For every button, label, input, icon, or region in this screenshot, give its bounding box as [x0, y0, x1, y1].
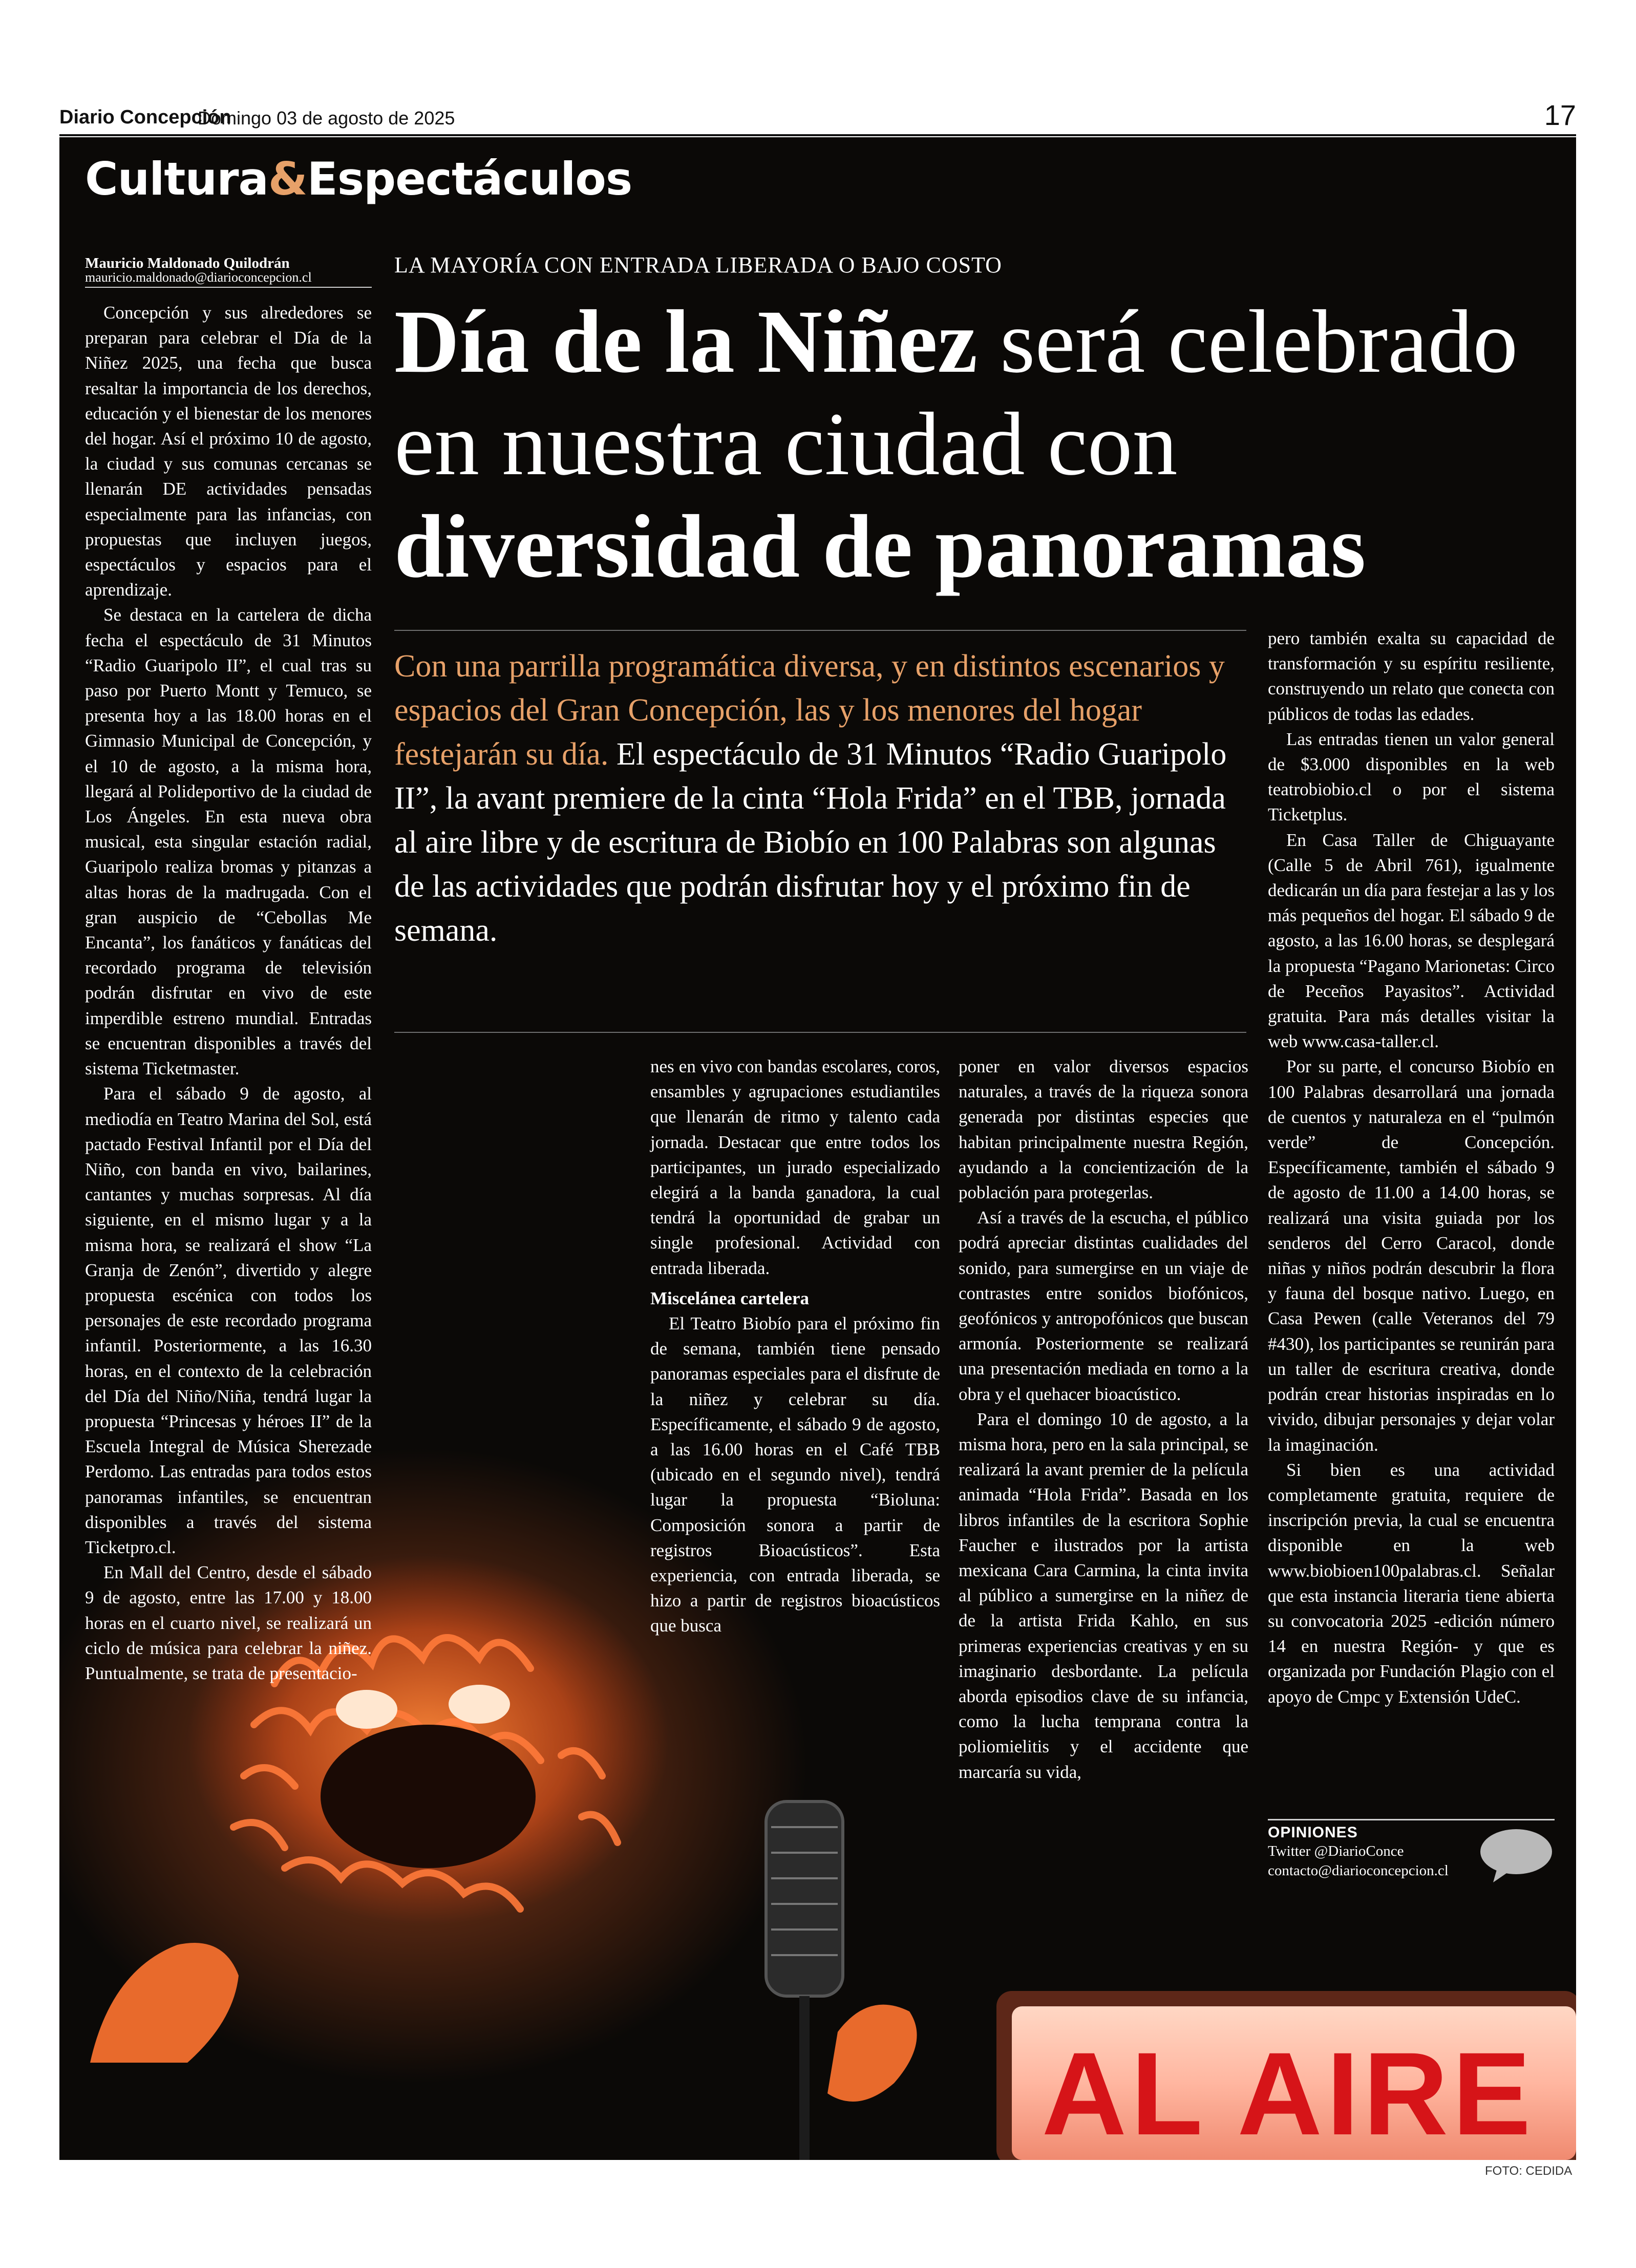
text-column-2	[650, 1054, 940, 1639]
paragraph: Así a través de la escucha, el público podrá apreciar distintas cualidades del sonido, para sumergirse en un viaje de contrastes entre sonidos biofónicos, geofónicos y antropofónicos que buscan armonía. Posteriormente se realizará una presentación mediada en torno a la obra y el quehacer bioacústico.	[959, 1207, 1248, 1404]
headline-line-2: en nuestra ciudad con	[394, 394, 1178, 494]
paragraph: Para el domingo 10 de agosto, a la misma hora, pero en la sala principal, se realizará la avant premier de la película animada “Hola Frida”. Basada en los libros infantiles de la escritora Sophie Faucher e ilustrados por la artista mexicana Cara Carmina, la cinta invita al público a sumergirse en la niñez de de la artista Frida Kahlo, en sus primeras experiencias creativas y en su imaginario desbordante. La película aborda episodios clave de su infancia, como la lucha temprana contra la poliomielitis y el accidente que marcaría su vida,	[959, 1409, 1248, 1782]
paragraph: nes en vivo con bandas escolares, coros, ensambles y agrupaciones estudiantiles que llenarán de ritmo y talento cada jornada. Destacar que entre todos los participantes, un jurado especializado elegirá a la banda ganadora, la cual tendrá la oportunidad de grabar un single profesional. Actividad con entrada liberada.	[650, 1056, 940, 1278]
lead-paragraph	[394, 644, 1246, 952]
section-title-part1: Cultura	[85, 153, 268, 205]
paragraph: Se destaca en la cartelera de dicha fecha el espectáculo de 31 Minutos “Radio Guaripolo II”, el cual tras su paso por Puerto Montt y Temuco, se presenta hoy a las 18.00 horas en el Gimnasio Municipal de Concepción, y el 10 de agosto, a la misma hora, llegará al Polideportivo de la ciudad de Los Ángeles. En esta nueva obra musical, esta singular estación radial, Guaripolo realiza bromas y pitanzas a altas horas de la madrugada. Con el gran auspicio de “Cebollas Me Encanta”, los fanáticos y fanáticas del recordado programa de televisión podrán disfrutar en vivo de este imperdible estreno mundial. Entradas se encuentran disponibles a través del sistema Ticketmaster.	[85, 605, 372, 1079]
text-column-4	[1268, 626, 1555, 1709]
paragraph: Concepción y sus alrededores se preparan para celebrar el Día de la Niñez 2025, una fecha que busca resaltar la importancia de los derechos, educación y el bienestar de los menores del hogar. Así el próximo 10 de agosto, la ciudad y sus comunas cercanas se llenarán DE actividades pensadas especialmente para las infancias, con propuestas que incluyen juegos, espectáculos y espacios para el aprendizaje.	[85, 303, 372, 600]
on-air-sign	[996, 1991, 1576, 2160]
byline-rule	[85, 287, 372, 288]
paragraph: En Casa Taller de Chiguayante (Calle 5 de Abril 761), igualmente dedicarán un día para festejar a las y los más pequeños del hogar. El sábado 9 de agosto, a las 16.00 horas, se desplegará la propuesta “Pagano Marionetas: Circo de Peceños Payasitos”. Actividad gratuita. Para más detalles visitar la web www.casa-taller.cl.	[1268, 830, 1555, 1052]
opiniones-twitter[interactable]: Twitter @DiarioConce	[1268, 1843, 1404, 1859]
puppet-mouth	[321, 1725, 536, 1868]
headline-bold-1: Día de la Niñez	[394, 292, 978, 392]
speech-bubble-icon	[1478, 1827, 1555, 1883]
issue-date: Domingo 03 de agosto de 2025	[198, 108, 455, 129]
opiniones-title: OPINIONES	[1268, 1824, 1358, 1841]
header-rule	[59, 134, 1576, 136]
paragraph: En Mall del Centro, desde el sábado 9 de agosto, entre las 17.00 y 18.00 horas en el cuarto nivel, se realizará un ciclo de música para celebrar la niñez. Puntualmente, se trata de presentacio-	[85, 1562, 372, 1683]
paragraph: Para el sábado 9 de agosto, al mediodía en Teatro Marina del Sol, está pactado Festival Infantil por el Día del Niño, con banda en vivo, bailarines, cantantes y muchas sorpresas. Al día siguiente, en el mismo lugar y a la misma hora, se realizará el show “La Granja de Zenón”, divertido y alegre propuesta escénica con todos los personajes de este recordado programa infantil. Posteriormente, a las 16.30 horas, en el contexto de la celebración del Día del Niño/Niña, tendrá lugar la propuesta “Princesas y héroes II” de la Escuela Integral de Música Sherezade Perdomo. Las entradas para todos estos panoramas infantiles, se encuentran disponibles a través del sistema Ticketpro.cl.	[85, 1084, 372, 1557]
opiniones-rule	[1268, 1819, 1555, 1820]
author-name: Mauricio Maldonado Quilodrán	[85, 255, 290, 271]
page-number: 17	[1544, 99, 1576, 131]
puppet-eye-right	[449, 1685, 510, 1724]
paragraph: pero también exalta su capacidad de transformación y su espíritu resiliente, construyendo un relato que conecta con públicos de todas las edades.	[1268, 628, 1555, 724]
headline-bold-3: diversidad de panoramas	[394, 497, 1366, 597]
paragraph: poner en valor diversos espacios naturales, a través de la riqueza sonora generada por distintas especies que habitan principalmente nuestra Región, ayudando a la concientización de la población para protegerlas.	[959, 1056, 1248, 1203]
section-title	[85, 153, 632, 205]
on-air-text: AL AIRE	[1042, 2028, 1535, 2159]
opiniones-email[interactable]: contacto@diarioconcepcion.cl	[1268, 1862, 1449, 1879]
paragraph: El Teatro Biobío para el próximo fin de semana, también tiene pensado panoramas especiales para el disfrute de la niñez y celebrar su día. Específicamente, el sábado 9 de agosto, a las 16.00 horas en el Café TBB (ubicado en el segundo nivel), tendrá lugar la propuesta “Bioluna: Composición sonora a partir de registros Bioacústicos”. Esta experiencia, con entrada liberada, se hizo a partir de registros bioacústicos que busca	[650, 1313, 940, 1636]
subhead: Miscelánea cartelera	[650, 1288, 809, 1308]
lead-highlight: Con una parrilla programática diversa, y en distintos escenarios y espacios del Gran Concepción, las y los menores del hogar festejarán su día.	[394, 649, 1225, 772]
article-panel	[59, 137, 1576, 2160]
puppet-hand-right	[827, 2005, 917, 2102]
byline	[85, 255, 372, 285]
author-email[interactable]: mauricio.maldonado@diarioconcepcion.cl	[85, 270, 312, 285]
photo-credit: FOTO: CEDIDA	[1485, 2164, 1573, 2178]
lead-rule-top	[394, 630, 1246, 631]
page-header	[59, 100, 1576, 137]
kicker: LA MAYORÍA CON ENTRADA LIBERADA O BAJO COSTO	[394, 252, 1002, 278]
text-column-3	[959, 1054, 1248, 1785]
paragraph: Si bien es una actividad completamente gratuita, requiere de inscripción previa, la cual se encuentra disponible en la web www.biobioen100palabras.cl. Señalar que esta instancia literaria tiene abierta su convocatoria 2025 -edición número 14 en nuestra Región- y que es organizada por Fundación Plagio con el apoyo de Cmpc y Extensión UdeC.	[1268, 1459, 1555, 1707]
text-column-1	[85, 300, 372, 1686]
newspaper-name: Diario Concepción	[59, 107, 231, 128]
paragraph: Por su parte, el concurso Biobío en 100 Palabras desarrollará una jornada de cuentos y naturaleza en el “pulmón verde” de Concepción. Específicamente, también el sábado 9 de agosto de 11.00 a 14.00 horas, se realizará una visita guiada por los senderos del Cerro Caracol, donde niñas y niños podrán descubrir la flora y fauna del bosque nativo. Luego, en Casa Pewen (calle Veteranos del 79 #430), los participantes se reunirán para un taller de escritura creativa, donde podrán crear historias inspiradas en lo vivido, dibujar personajes y dejar volar la imaginación.	[1268, 1056, 1555, 1455]
microphone	[766, 1801, 843, 2160]
section-title-part2: Espectáculos	[307, 153, 632, 205]
headline	[394, 291, 1552, 598]
section-title-amp: &	[268, 153, 307, 205]
paragraph: Las entradas tienen un valor general de $3.000 disponibles en la web teatrobiobio.cl o por el sistema Ticketplus.	[1268, 729, 1555, 825]
headline-rest-1: será celebrado	[978, 292, 1518, 392]
lead-rest: El espectáculo de 31 Minutos “Radio Guaripolo II”, la avant premiere de la cinta “Hola Frida” en el TBB, jornada al aire libre y de escritura de Biobío en 100 Palabras son algunas de las actividades que podrán disfrutar hoy y el próximo fin de semana.	[394, 737, 1227, 948]
puppet-eye-left	[336, 1690, 397, 1729]
lead-rule-bottom	[394, 1032, 1246, 1033]
